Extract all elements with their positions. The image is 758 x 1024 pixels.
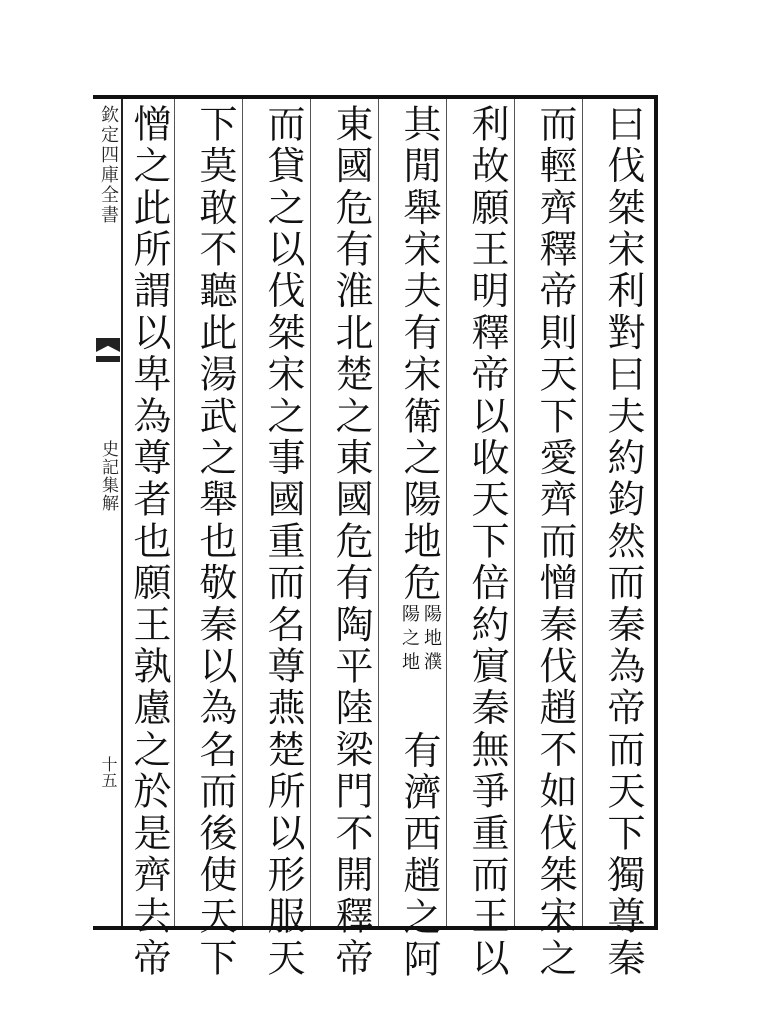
column-divider	[242, 99, 243, 926]
note-line-right: 陽地濮	[421, 604, 442, 677]
margin-collection-title: 欽定四庫全書	[98, 105, 119, 225]
margin-page-number: 十五	[99, 756, 118, 788]
note-line-left: 陽之地	[399, 604, 420, 677]
column-divider	[310, 99, 311, 926]
interlinear-note	[396, 604, 442, 730]
text-column-6: 而貸之以伐桀宋之事國重而名尊燕楚所以形服天	[261, 104, 305, 980]
text-column-7: 下莫敢不聽此湯武之舉也敬秦以為名而後使天下	[193, 104, 237, 980]
column-divider	[582, 99, 583, 926]
text-column-1: 曰伐桀宋利對曰夫約鈞然而秦為帝而天下獨尊秦	[601, 104, 645, 980]
column-divider	[446, 99, 447, 926]
text-column-2: 而輕齊釋帝則天下愛齊而憎秦伐趙不如伐桀宋之	[533, 104, 577, 980]
text-column-3: 利故願王明釋帝以收天下倍約賔秦無爭重而王以	[465, 104, 509, 980]
text-column-5: 東國危有淮北楚之東國危有陶平陸梁門不開釋帝	[329, 104, 373, 980]
column-divider	[514, 99, 515, 926]
margin-book-title: 史記集解	[98, 440, 118, 512]
column-divider	[378, 99, 379, 926]
column-4-text-before: 其閒舉宋夫有宋衛之陽地危	[397, 104, 441, 605]
text-column-8: 憎之此所謂以卑為尊者也願王孰慮之於是齊去帝	[127, 104, 171, 980]
column-4-text-after: 有濟西趙之阿	[397, 730, 441, 981]
text-column-4	[396, 104, 442, 981]
fishtail-bar-icon	[96, 356, 120, 362]
column-divider	[174, 99, 175, 926]
